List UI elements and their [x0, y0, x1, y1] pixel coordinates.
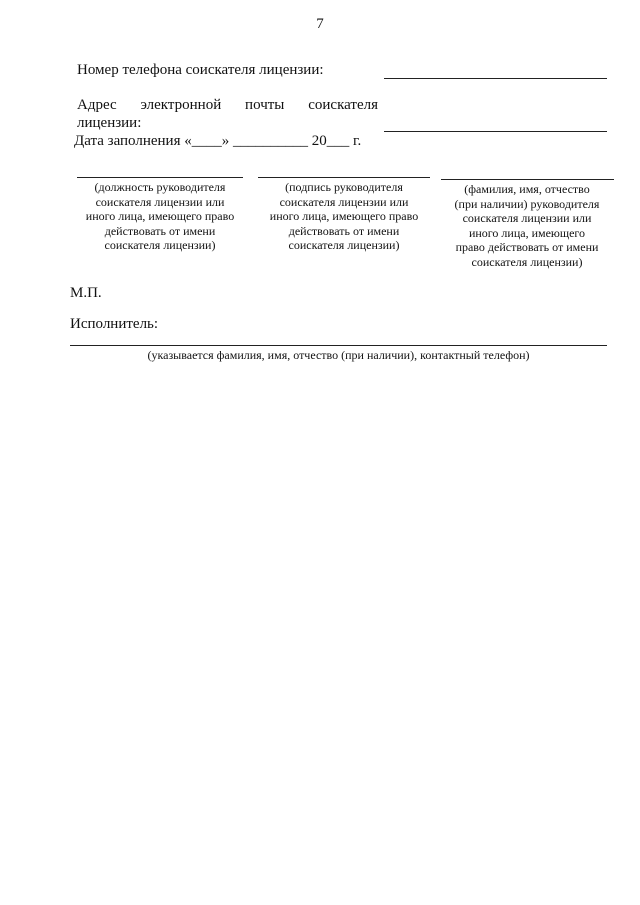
name-fill-line[interactable]	[441, 179, 614, 180]
date-close-quote: »	[221, 133, 230, 149]
date-day-blank[interactable]: ____	[191, 133, 222, 149]
name-caption-line: соискателя лицензии или	[462, 211, 592, 225]
signature-caption-line: соискателя лицензии)	[288, 238, 400, 252]
executor-fill-line[interactable]	[70, 345, 607, 346]
signature-caption-line: действовать от имени	[288, 223, 400, 238]
date-year-blank[interactable]: ___	[326, 133, 350, 149]
email-fill-line[interactable]	[384, 131, 607, 132]
signature-caption-line: (подпись руководителя	[285, 180, 403, 194]
executor-caption: (указывается фамилия, имя, отчество (при наличии), контактный телефон)	[147, 348, 530, 362]
name-caption-line: (фамилия, имя, отчество	[464, 182, 590, 196]
position-caption-line: соискателя лицензии)	[104, 238, 216, 252]
phone-fill-line[interactable]	[384, 78, 607, 79]
name-caption	[434, 182, 620, 269]
signature-caption	[256, 180, 432, 253]
date-year-prefix: 20	[311, 133, 327, 149]
name-caption-line: (при наличии) руководителя	[454, 196, 600, 211]
name-caption-line: соискателя лицензии)	[471, 254, 583, 269]
name-caption-line: право действовать от имени	[455, 240, 599, 254]
position-caption-line: (должность руководителя	[94, 180, 226, 194]
name-caption-line: иного лица, имеющего	[468, 225, 586, 240]
phone-label: Номер телефона соискателя лицензии:	[77, 62, 324, 78]
date-year-suffix: г.	[353, 133, 362, 149]
date-month-blank[interactable]: __________	[233, 133, 308, 149]
email-label-line1: Адрес электронной почты соискателя	[77, 97, 378, 113]
date-line	[74, 132, 361, 150]
signature-caption-line: соискателя лицензии или	[279, 194, 409, 209]
position-caption	[75, 180, 245, 253]
email-label-line2: лицензии:	[77, 115, 142, 131]
signature-caption-line: иного лица, имеющего право	[269, 209, 419, 223]
page-number: 7	[316, 16, 324, 32]
seal-label: М.П.	[70, 285, 102, 301]
position-caption-line: действовать от имени	[104, 223, 216, 238]
position-caption-line: иного лица, имеющего право	[85, 209, 235, 223]
position-caption-line: соискателя лицензии или	[95, 194, 225, 209]
signature-fill-line[interactable]	[258, 177, 430, 178]
executor-label: Исполнитель:	[70, 316, 159, 332]
position-fill-line[interactable]	[77, 177, 243, 178]
date-label: Дата заполнения «	[74, 133, 192, 149]
